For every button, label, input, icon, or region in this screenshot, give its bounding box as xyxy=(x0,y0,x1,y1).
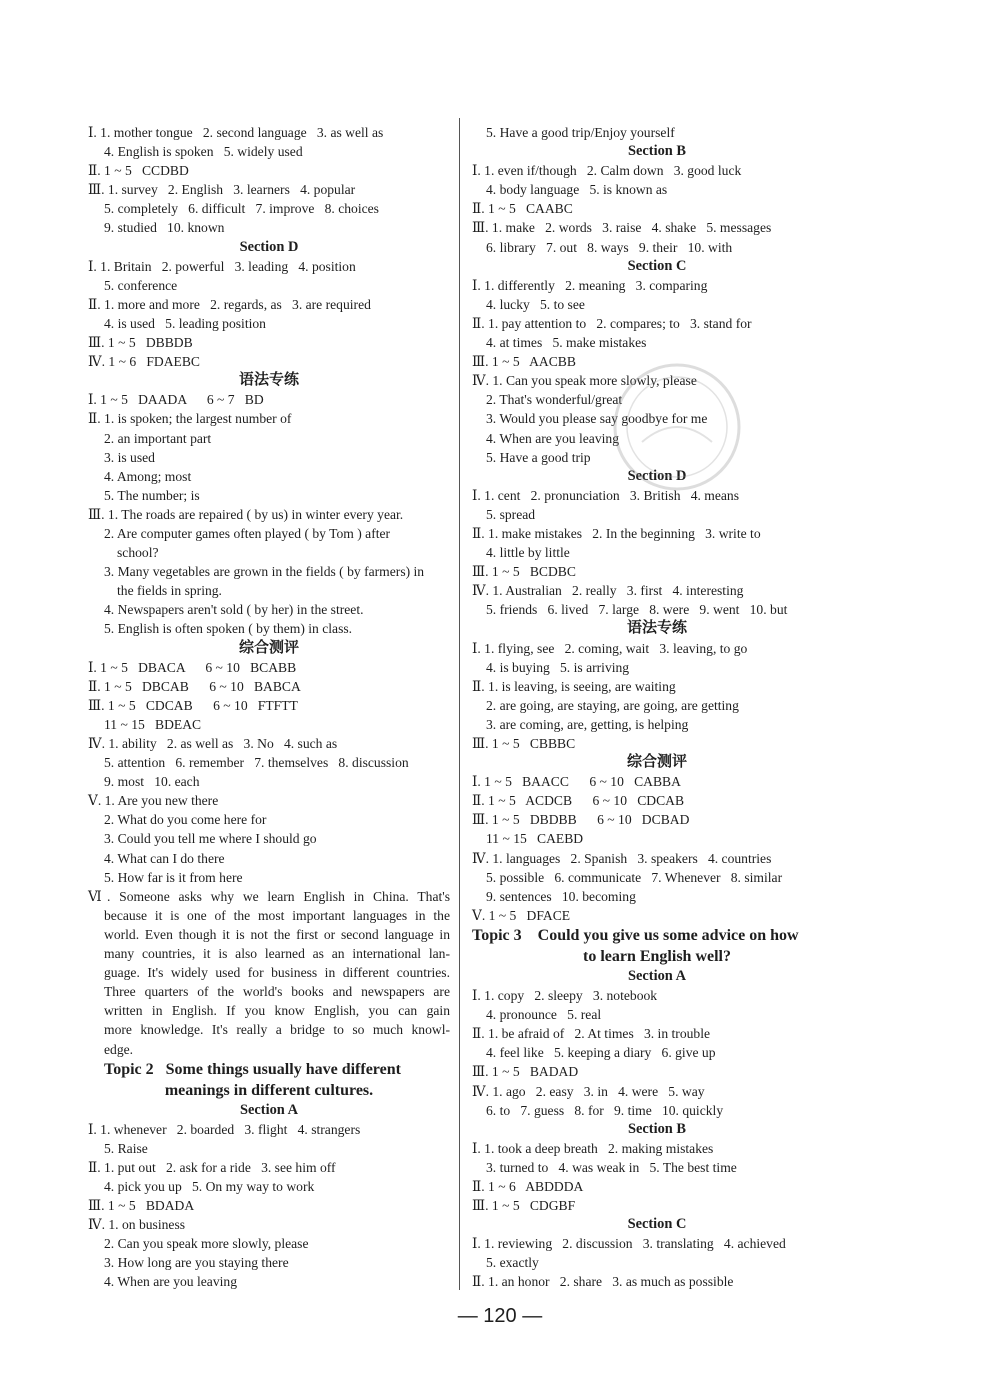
answer-line: Ⅰ. 1. reviewing 2. discussion 3. translating 4. achieved xyxy=(472,1236,786,1252)
answer-line: guage. It's widely used for business in different countries. xyxy=(104,965,450,981)
answer-line: Ⅰ. 1. even if/though 2. Calm down 3. good luck xyxy=(472,163,742,179)
answer-line: Section B xyxy=(628,1120,686,1137)
answer-line: 4. is used 5. leading position xyxy=(104,315,266,331)
answer-line: 11 ~ 15 CAEBD xyxy=(486,831,584,847)
answer-line: more knowledge. It's really a bridge to so much knowl- xyxy=(104,1022,450,1038)
answer-line: 5. spread xyxy=(486,506,536,522)
answer-line: Ⅰ. 1 ~ 5 DBACA 6 ~ 10 BCABB xyxy=(88,659,297,675)
answer-line: Ⅵ. Someone asks why we learn English in China. That's xyxy=(88,888,450,904)
answer-line: 4. Newspapers aren't sold ( by her) in the street. xyxy=(104,602,364,618)
answer-line: Three quarters of the world's books and newspapers are xyxy=(104,984,450,1000)
answer-line: edge. xyxy=(104,1041,134,1057)
answer-line: 9. most 10. each xyxy=(104,774,200,790)
answer-line: 4. When are you leaving xyxy=(486,430,619,446)
answer-line: 5. Raise xyxy=(104,1140,148,1156)
answer-line: 4. body language 5. is known as xyxy=(486,182,668,198)
answer-line: Ⅳ. 1. ability 2. as well as 3. No 4. such as xyxy=(88,736,338,751)
answer-line: Topic 2 Some things usually have different xyxy=(104,1060,401,1078)
answer-line: Section B xyxy=(628,143,686,160)
answer-line: Ⅲ. 1 ~ 5 AACBB xyxy=(472,354,576,370)
answer-line: Ⅴ. 1. Are you new there xyxy=(88,793,219,809)
answer-line: 综合测评 xyxy=(238,639,299,656)
answer-line: 5. English is often spoken ( by them) in class. xyxy=(104,621,353,637)
answer-line: Ⅲ. 1 ~ 5 BDADA xyxy=(88,1198,195,1214)
answer-line: Section A xyxy=(628,967,686,984)
answer-line: Ⅰ. 1. took a deep breath 2. making mistakes xyxy=(472,1140,714,1156)
answer-line: 3. Could you tell me where I should go xyxy=(104,831,317,847)
page-number: — 120 — xyxy=(457,1305,543,1327)
answer-line: because it is one of the most important languages in the xyxy=(104,907,450,923)
answer-line: 9. sentences 10. becoming xyxy=(486,888,636,904)
answer-line: 2. What do you come here for xyxy=(104,812,267,828)
answer-line: Section C xyxy=(627,257,687,274)
answer-line: Ⅱ. 1 ~ 5 ACDCB 6 ~ 10 CDCAB xyxy=(472,793,685,809)
answer-line: Ⅰ. 1 ~ 5 BAACC 6 ~ 10 CABBA xyxy=(472,774,681,790)
answer-line: Ⅰ. 1. whenever 2. boarded 3. flight 4. strangers xyxy=(88,1121,361,1137)
answer-line: Ⅰ. 1. mother tongue 2. second language 3. as well as xyxy=(88,125,384,140)
answer-line: Ⅱ. 1. is spoken; the largest number of xyxy=(88,411,292,427)
answer-line: Ⅳ. 1. on business xyxy=(88,1217,186,1233)
answer-line: 2. Can you speak more slowly, please xyxy=(104,1236,309,1252)
answer-line: 5. possible 6. communicate 7. Whenever 8. similar xyxy=(486,869,783,885)
answer-line: 6. library 7. out 8. ways 9. their 10. with xyxy=(486,239,733,255)
answer-line: Ⅱ. 1 ~ 5 CCDBD xyxy=(88,163,189,179)
answer-line: 2. are going, are staying, are going, are getting xyxy=(486,697,739,713)
answer-line: Ⅳ. 1. Can you speak more slowly, please xyxy=(472,373,697,389)
answer-line: 4. little by little xyxy=(486,545,570,561)
answer-line: 4. pick you up 5. On my way to work xyxy=(104,1178,315,1194)
answer-line: Ⅰ. 1 ~ 5 DAADA 6 ~ 7 BD xyxy=(88,392,264,408)
answer-line: 11 ~ 15 BDEAC xyxy=(104,716,202,732)
answer-line: 5. conference xyxy=(104,277,178,293)
answer-line: 3. How long are you staying there xyxy=(104,1255,289,1271)
answer-line: 4. What can I do there xyxy=(104,850,225,866)
answer-line: Topic 3 Could you give us some advice on how xyxy=(472,926,799,944)
answer-line: Ⅳ. 1. ago 2. easy 3. in 4. were 5. way xyxy=(472,1083,705,1099)
answer-line: Section D xyxy=(239,238,299,255)
answer-line: 3. Many vegetables are grown in the fields ( by farmers) in xyxy=(104,564,425,580)
answer-line: 4. English is spoken 5. widely used xyxy=(104,144,303,160)
right-answer-column xyxy=(472,123,842,1292)
answer-line: Ⅱ. 1. is leaving, is seeing, are waiting xyxy=(472,678,676,694)
answer-line: Ⅱ. 1 ~ 5 CAABC xyxy=(472,201,573,217)
answer-line: 4. pronounce 5. real xyxy=(486,1007,602,1023)
answer-line: Ⅳ. 1. Australian 2. really 3. first 4. interesting xyxy=(472,583,744,599)
answer-line: 4. at times 5. make mistakes xyxy=(486,335,647,351)
answer-line: to learn English well? xyxy=(582,947,731,965)
answer-line: Ⅲ. 1 ~ 5 BADAD xyxy=(472,1064,579,1080)
answer-line: 语法专练 xyxy=(626,620,687,637)
answer-line: Section C xyxy=(627,1216,687,1233)
answer-line: 4. feel like 5. keeping a diary 6. give up xyxy=(486,1045,716,1061)
answer-line: written in English. If you know English, you can gain xyxy=(104,1003,450,1019)
answer-line: 3. is used xyxy=(104,449,155,465)
answer-line: 5. Have a good trip/Enjoy yourself xyxy=(486,125,675,140)
answer-line: 5. The number; is xyxy=(104,487,200,503)
answer-line: Ⅱ. 1 ~ 6 ABDDDA xyxy=(472,1178,584,1194)
answer-line: Ⅲ. 1. make 2. words 3. raise 4. shake 5. messages xyxy=(472,220,772,236)
answer-line: 9. studied 10. known xyxy=(104,220,225,236)
answer-line: Ⅴ. 1 ~ 5 DFACE xyxy=(472,907,571,923)
answer-line: Ⅲ. 1 ~ 5 CBBBC xyxy=(472,736,576,751)
answer-line: 3. turned to 4. was weak in 5. The best time xyxy=(486,1159,737,1175)
answer-line: Ⅲ. 1. The roads are repaired ( by us) in winter every year. xyxy=(88,506,404,522)
column-divider xyxy=(459,118,460,1290)
answer-line: Ⅱ. 1. make mistakes 2. In the beginning 3. write to xyxy=(472,525,761,541)
answer-line: Ⅱ. 1. an honor 2. share 3. as much as possible xyxy=(472,1274,734,1290)
answer-line: school? xyxy=(117,545,159,561)
answer-line: Ⅱ. 1. more and more 2. regards, as 3. are required xyxy=(88,296,371,312)
answer-line: 3. are coming, are, getting, is helping xyxy=(486,716,689,732)
answer-line: 6. to 7. guess 8. for 9. time 10. quickly xyxy=(486,1102,724,1118)
answer-line: 4. lucky 5. to see xyxy=(486,296,585,312)
answer-line: Ⅲ. 1 ~ 5 DBDBB 6 ~ 10 DCBAD xyxy=(472,812,690,828)
left-answer-column xyxy=(88,123,450,1292)
answer-line: 3. Would you please say goodbye for me xyxy=(486,411,708,427)
answer-line: world. Even though it is not the first or second language in xyxy=(104,926,450,942)
answer-line: 2. an important part xyxy=(104,430,212,446)
answer-line: Ⅰ. 1. Britain 2. powerful 3. leading 4. position xyxy=(88,258,356,274)
answer-line: 5. How far is it from here xyxy=(104,869,243,885)
answer-line: Ⅱ. 1. be afraid of 2. At times 3. in trouble xyxy=(472,1026,711,1042)
answer-line: 5. exactly xyxy=(486,1255,539,1271)
answer-line: 4. is buying 5. is arriving xyxy=(486,659,630,675)
answer-line: 2. That's wonderful/great xyxy=(486,392,623,408)
answer-line: 5. attention 6. remember 7. themselves 8. discussion xyxy=(104,755,409,771)
answer-line: Ⅰ. 1. flying, see 2. coming, wait 3. leaving, to go xyxy=(472,640,748,656)
answer-line: Ⅱ. 1 ~ 5 DBCAB 6 ~ 10 BABCA xyxy=(88,678,301,694)
answer-line: Section D xyxy=(627,467,687,484)
answer-line: Ⅲ. 1. survey 2. English 3. learners 4. popular xyxy=(88,182,356,198)
answer-line: many countries, it is also learned as an international lan- xyxy=(104,946,450,962)
answer-line: Ⅲ. 1 ~ 5 DBBDB xyxy=(88,335,193,351)
answer-line: 2. Are computer games often played ( by Tom ) after xyxy=(104,525,391,541)
answer-line: 5. friends 6. lived 7. large 8. were 9. went 10. but xyxy=(486,602,788,618)
answer-line: 5. completely 6. difficult 7. improve 8. choices xyxy=(104,201,379,217)
answer-line: 综合测评 xyxy=(626,754,687,771)
answer-line: Ⅱ. 1. put out 2. ask for a ride 3. see him off xyxy=(88,1159,336,1175)
answer-line: 4. When are you leaving xyxy=(104,1274,237,1290)
answer-line: meanings in different cultures. xyxy=(164,1081,374,1099)
answer-line: Ⅲ. 1 ~ 5 CDGBF xyxy=(472,1198,576,1214)
answer-line: Ⅳ. 1. languages 2. Spanish 3. speakers 4. countries xyxy=(472,850,772,866)
answer-line: the fields in spring. xyxy=(117,583,222,599)
answer-line: 5. Have a good trip xyxy=(486,449,591,465)
answer-line: Ⅰ. 1. differently 2. meaning 3. comparing xyxy=(472,277,708,293)
answer-line: Ⅳ. 1 ~ 6 FDAEBC xyxy=(88,354,200,370)
answer-line: 4. Among; most xyxy=(104,468,192,484)
answer-line: Section A xyxy=(240,1101,298,1118)
answer-line: Ⅲ. 1 ~ 5 CDCAB 6 ~ 10 FTFTT xyxy=(88,697,298,713)
answer-line: Ⅰ. 1. cent 2. pronunciation 3. British 4. means xyxy=(472,487,740,503)
answer-line: Ⅱ. 1. pay attention to 2. compares; to 3. stand for xyxy=(472,315,752,331)
answer-line: 语法专练 xyxy=(238,372,299,389)
answer-line: Ⅰ. 1. copy 2. sleepy 3. notebook xyxy=(472,988,658,1004)
answer-line: Ⅲ. 1 ~ 5 BCDBC xyxy=(472,564,576,580)
